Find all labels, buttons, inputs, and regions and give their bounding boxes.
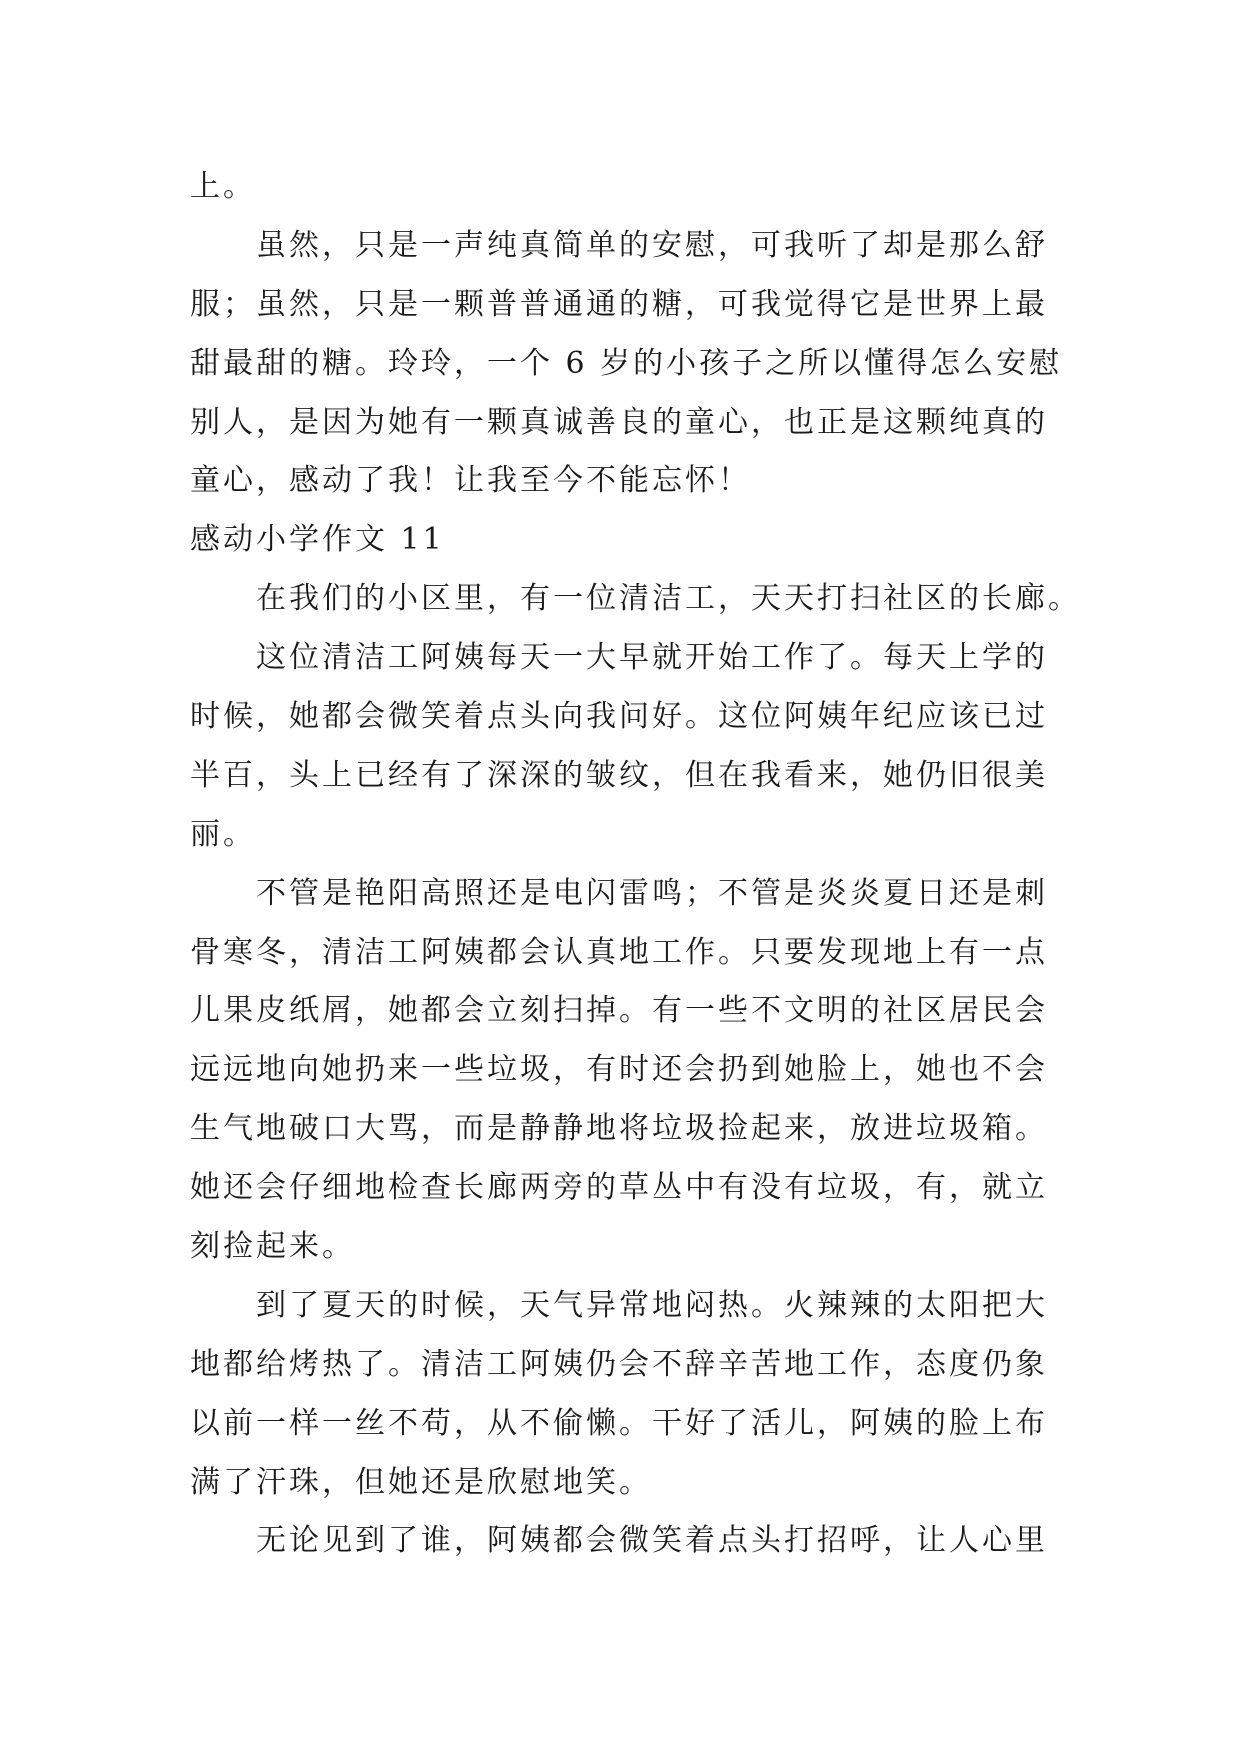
text-line: 骨寒冬，清洁工阿姨都会认真地工作。只要发现地上有一点 — [190, 934, 1048, 970]
text-line: 这位清洁工阿姨每天一大早就开始工作了。每天上学的 — [256, 640, 1048, 676]
text-line: 不管是艳阳高照还是电闪雷鸣；不管是炎炎夏日还是刺 — [256, 875, 1048, 911]
text-line: 半百，头上已经有了深深的皱纹，但在我看来，她仍旧很美 — [190, 757, 1048, 793]
paragraph-intro — [190, 570, 1081, 629]
text-line: 远远地向她扔来一些垃圾，有时还会扔到她脸上，她也不会 — [190, 1052, 1048, 1088]
text-line: 刻捡起来。 — [190, 1229, 355, 1265]
text-line: 到了夏天的时候，天气异常地闷热。火辣辣的太阳把大 — [256, 1287, 1048, 1323]
text-line: 满了汗珠，但她还是欣慰地笑。 — [190, 1464, 652, 1500]
text-line: 别人，是因为她有一颗真诚善良的童心，也正是这颗纯真的 — [190, 404, 1048, 440]
text-line: 童心，感动了我！让我至今不能忘怀！ — [190, 463, 751, 499]
text-line: 服；虽然，只是一颗普普通通的糖，可我觉得它是世界上最 — [190, 286, 1048, 322]
text-line: 无论见到了谁，阿姨都会微笑着点头打招呼，让人心里 — [256, 1523, 1048, 1559]
text-line: 儿果皮纸屑，她都会立刻扫掉。有一些不文明的社区居民会 — [190, 993, 1048, 1029]
text-line: 她还会仔细地检查长廊两旁的草丛中有没有垃圾，有，就立 — [190, 1170, 1048, 1206]
text-line: 丽。 — [190, 816, 256, 852]
text-line: 地都给烤热了。清洁工阿姨仍会不辞辛苦地工作，态度仍象 — [190, 1346, 1048, 1382]
paragraph-weather — [190, 865, 1070, 1277]
essay-title: 感动小学作文 11 — [190, 522, 445, 558]
text-line: 上。 — [190, 169, 256, 204]
paragraph-summer — [190, 1277, 1070, 1513]
text-line: 甜最甜的糖。玲玲，一个 6 岁的小孩子之所以懂得怎么安慰 — [190, 345, 1063, 381]
text-line: 时候，她都会微笑着点头向我问好。这位阿姨年纪应该已过 — [190, 699, 1048, 735]
document-body — [190, 158, 1081, 1571]
text-line: 在我们的小区里，有一位清洁工，天天打扫社区的长廊。 — [256, 581, 1081, 617]
paragraph-reflection — [190, 217, 1070, 511]
text-line: 虽然，只是一声纯真简单的安慰，可我听了却是那么舒 — [256, 227, 1048, 263]
paragraph-morning — [190, 629, 1070, 865]
text-line: 生气地破口大骂，而是静静地将垃圾捡起来，放进垃圾箱。 — [190, 1111, 1048, 1147]
text-line: 以前一样一丝不苟，从不偷懒。干好了活儿，阿姨的脸上布 — [190, 1405, 1048, 1441]
paragraph-greeting — [190, 1512, 1070, 1571]
